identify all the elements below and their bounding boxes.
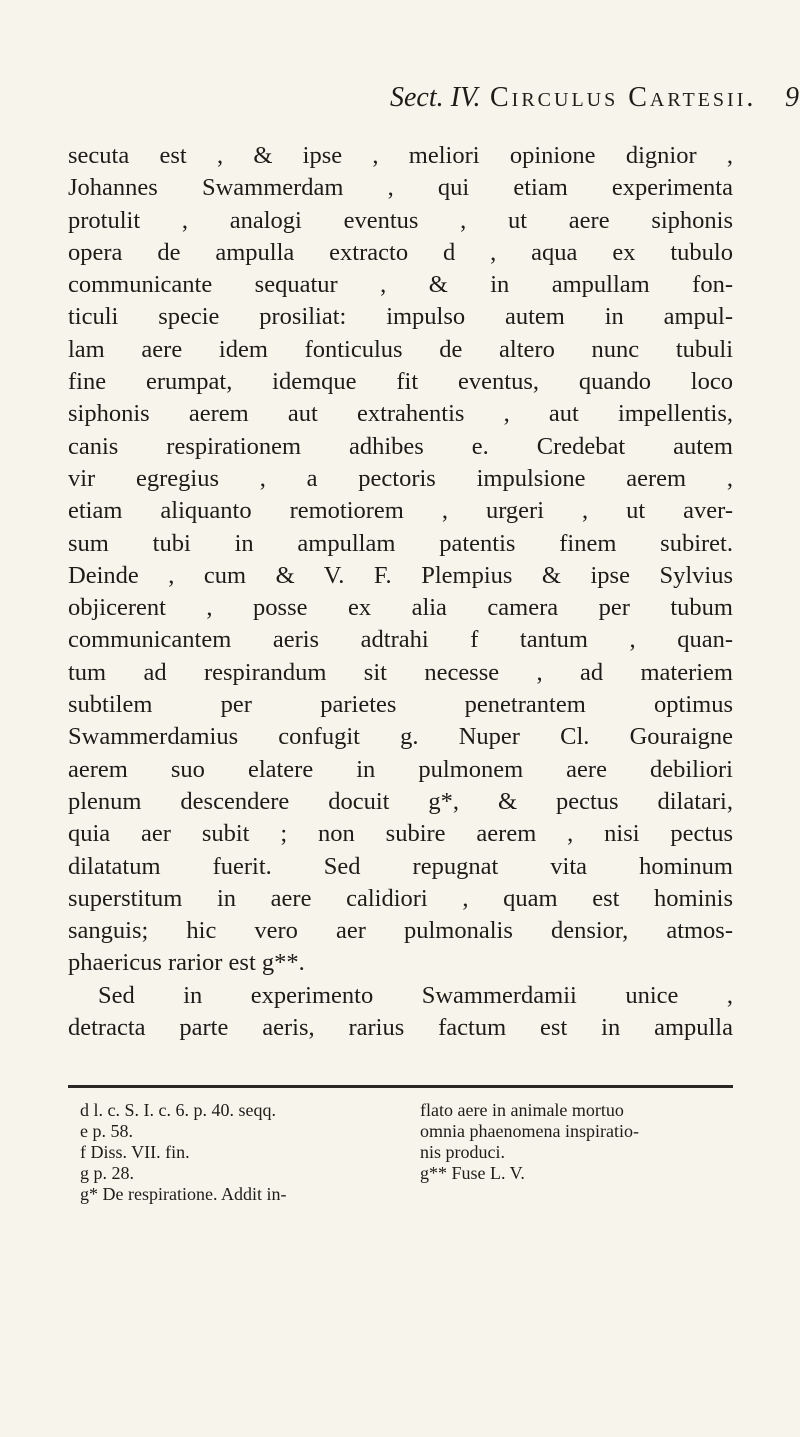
footnote: omnia phaenomena inspiratio- bbox=[420, 1121, 639, 1141]
footnote: g p. 28. bbox=[80, 1163, 134, 1183]
text-line: sum tubi in ampullam patentis finem subiret. bbox=[68, 529, 733, 557]
text-line: plenum descendere docuit g*, & pectus dilatari, bbox=[68, 787, 733, 815]
footnote: f Diss. VII. fin. bbox=[80, 1142, 190, 1162]
text-line: fine erumpat, idemque fit eventus, quando loco bbox=[68, 368, 733, 396]
footnotes-right-column bbox=[420, 1100, 720, 1184]
footnote: flato aere in animale mortuo bbox=[420, 1100, 624, 1120]
footnotes-left-column bbox=[80, 1100, 380, 1205]
main-text bbox=[68, 140, 733, 1044]
text-line: tum ad respirandum sit necesse , ad materiem bbox=[68, 658, 733, 686]
text-line: vir egregius , a pectoris impulsione aerem , bbox=[68, 464, 733, 492]
page-number: 9 bbox=[785, 82, 799, 113]
text-line: secuta est , & ipse , meliori opinione dignior , bbox=[68, 142, 733, 169]
text-line: detracta parte aeris, rarius factum est in ampulla bbox=[68, 1014, 733, 1042]
running-title: Circulus Cartesii. bbox=[490, 82, 757, 113]
text-line: aerem suo elatere in pulmonem aere debiliori bbox=[68, 755, 733, 783]
text-line: Sed in experimento Swammerdamii unice , bbox=[98, 981, 733, 1009]
text-line: Swammerdamius confugit g. Nuper Cl. Gouraigne bbox=[68, 723, 733, 751]
text-line: Deinde , cum & V. F. Plempius & ipse Sylvius bbox=[68, 561, 733, 589]
text-line: communicante sequatur , & in ampullam fon- bbox=[68, 271, 733, 299]
text-line: subtilem per parietes penetrantem optimus bbox=[68, 691, 733, 719]
text-line: siphonis aerem aut extrahentis , aut impellentis, bbox=[68, 400, 733, 428]
footnote: g** Fuse L. V. bbox=[420, 1163, 525, 1183]
text-line: phaericus rarior est g**. bbox=[68, 949, 305, 977]
text-line: sanguis; hic vero aer pulmonalis densior, atmos- bbox=[68, 917, 733, 945]
text-line: canis respirationem adhibes e. Credebat autem bbox=[68, 432, 733, 460]
footnote-divider bbox=[68, 1085, 733, 1088]
footnote: e p. 58. bbox=[80, 1121, 133, 1141]
section-label: Sect. IV. bbox=[390, 82, 481, 113]
text-line: etiam aliquanto remotiorem , urgeri , ut aver- bbox=[68, 497, 733, 525]
running-header bbox=[390, 82, 800, 126]
text-line: dilatatum fuerit. Sed repugnat vita hominum bbox=[68, 852, 733, 880]
text-line: ticuli specie prosiliat: impulso autem in ampul- bbox=[68, 303, 733, 331]
text-line: lam aere idem fonticulus de altero nunc tubuli bbox=[68, 335, 733, 363]
text-line: communicantem aeris adtrahi f tantum , quan- bbox=[68, 626, 733, 654]
text-line: opera de ampulla extracto d , aqua ex tubulo bbox=[68, 238, 733, 266]
text-line: objicerent , posse ex alia camera per tubum bbox=[68, 594, 733, 622]
footnote: g* De respiratione. Addit in- bbox=[80, 1184, 287, 1204]
text-line: quia aer subit ; non subire aerem , nisi pectus bbox=[68, 820, 733, 848]
text-line: Johannes Swammerdam , qui etiam experimenta bbox=[68, 174, 733, 202]
footnote: nis produci. bbox=[420, 1142, 505, 1162]
text-line: superstitum in aere calidiori , quam est hominis bbox=[68, 884, 733, 912]
footnote: d l. c. S. I. c. 6. p. 40. seqq. bbox=[80, 1100, 276, 1120]
text-line: protulit , analogi eventus , ut aere siphonis bbox=[68, 206, 733, 234]
